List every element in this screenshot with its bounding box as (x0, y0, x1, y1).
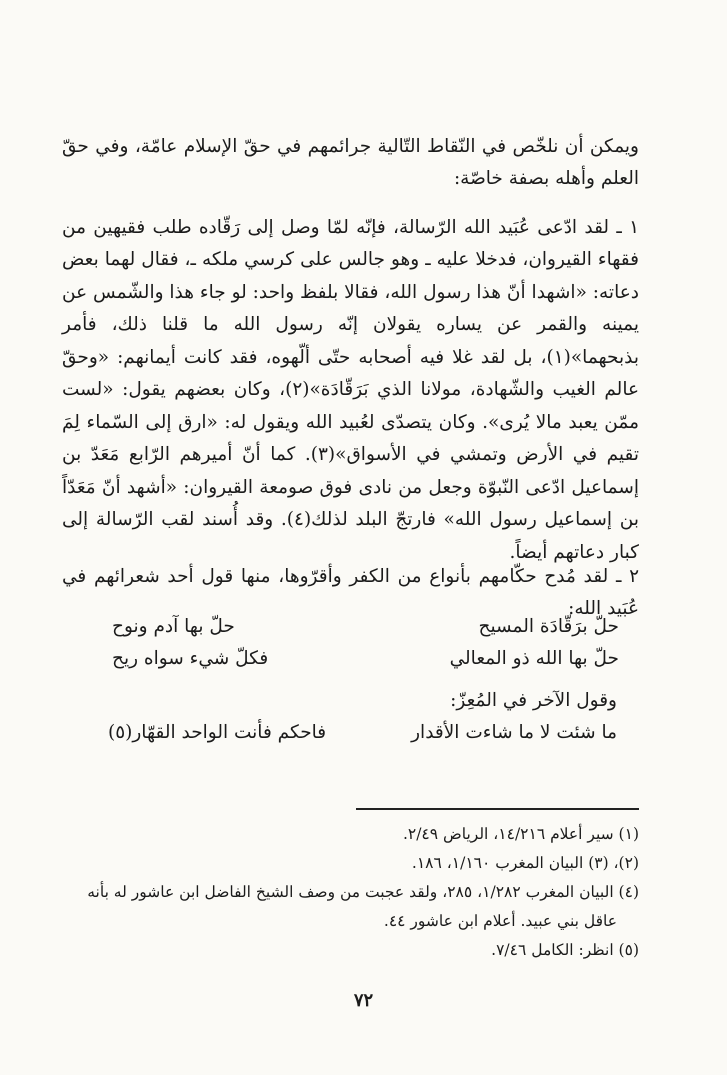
verse-line-3 (108, 722, 617, 743)
footnote-4-continuation: عاقل بني عبيد. أعلام ابن عاشور ٤٤. (383, 912, 617, 930)
verse-2-second-hemistich: فكلّ شيء سواه ريح (112, 648, 269, 669)
footnote-5: (٥) انظر: الكامل ٧/٤٦. (491, 941, 639, 959)
verse-line-2 (112, 648, 619, 680)
verse-line-1 (112, 616, 619, 648)
footnote-divider (356, 808, 639, 810)
footnote-4: (٤) البيان المغرب ١/٢٨٢، ٢٨٥، ولقد عجبت من وصف الشيخ الفاضل ابن عاشور له بأنه (87, 883, 639, 901)
footnote-1: (١) سير أعلام ١٤/٢١٦، الرياض ٢/٤٩. (402, 825, 639, 843)
point-1-paragraph: ١ ـ لقد ادّعى عُبَيد الله الرّسالة، فإنّه لمّا وصل إلى رَقّاده طلب فقيهين من فقهاء القيروان، فدخلا عليه ـ وهو جالس على كرسي ملكه ـ، فقال لهما بعض دعاته: «اشهدا أنّ هذا رسول الله، فقالا بلفظ واحد: لو جاء هذا والشّمس عن يمينه والقمر عن يساره يقولان إنّه رسول الله ما قلنا ذلك، فأمر بذبحهما»(١)، بل لقد غلا فيه أصحابه حتّى ألّهوه، فقد كانت أيمانهم: «وحقّ عالم الغيب والشّهادة، مولانا الذي بَرَقّادَة»(٢)، وكان بعضهم يقول: «لست ممّن يعبد مالا يُرى». وكان يتصدّى لعُبيد الله ويقول له: «ارق إلى السّماء لِمَ تقيم في الأرض وتمشي في الأسواق»(٣). كما أنّ أميرهم الرّابع مَعَدّ بن إسماعيل ادّعى النّبوّة وجعل من نادى فوق صومعة القيروان: «أشهد أنّ مَعَدّاً بن إسماعيل رسول الله» فارتجّ البلد لذلك(٤). وقد أُسند لقب الرّسالة إلى كبار دعاتهم أيضاً. (62, 216, 639, 563)
verse-2-first-hemistich: حلّ بها الله ذو المعالي (449, 648, 619, 669)
verse-1-first-hemistich: حلّ برَقّادَة المسيح (478, 616, 619, 637)
second-poem-intro: وقول الآخر في المُعِزّ: (450, 690, 617, 711)
verse-1-second-hemistich: حلّ بها آدم ونوح (112, 616, 235, 637)
verse-3-second-hemistich: فاحكم فأنت الواحد القهّار(٥) (108, 722, 327, 743)
footnote-2-3: (٢)، (٣) البيان المغرب ١/١٦٠، ١٨٦. (411, 854, 639, 872)
page-number: ٧٢ (353, 990, 374, 1011)
verse-3-first-hemistich: ما شئت لا ما شاءت الأقدار (411, 722, 617, 743)
intro-paragraph: ويمكن أن نلخّص في النّقاط التّالية جرائمهم في حقّ الإسلام عامّة، وفي حقّ العلم وأهله بصفة خاصّة: (62, 135, 639, 189)
point-2-paragraph: ٢ ـ لقد مُدح حكّامهم بأنواع من الكفر وأقرّوها، منها قول أحد شعرائهم في عُبَيد الله: (62, 565, 639, 619)
footnotes-section (58, 820, 639, 965)
